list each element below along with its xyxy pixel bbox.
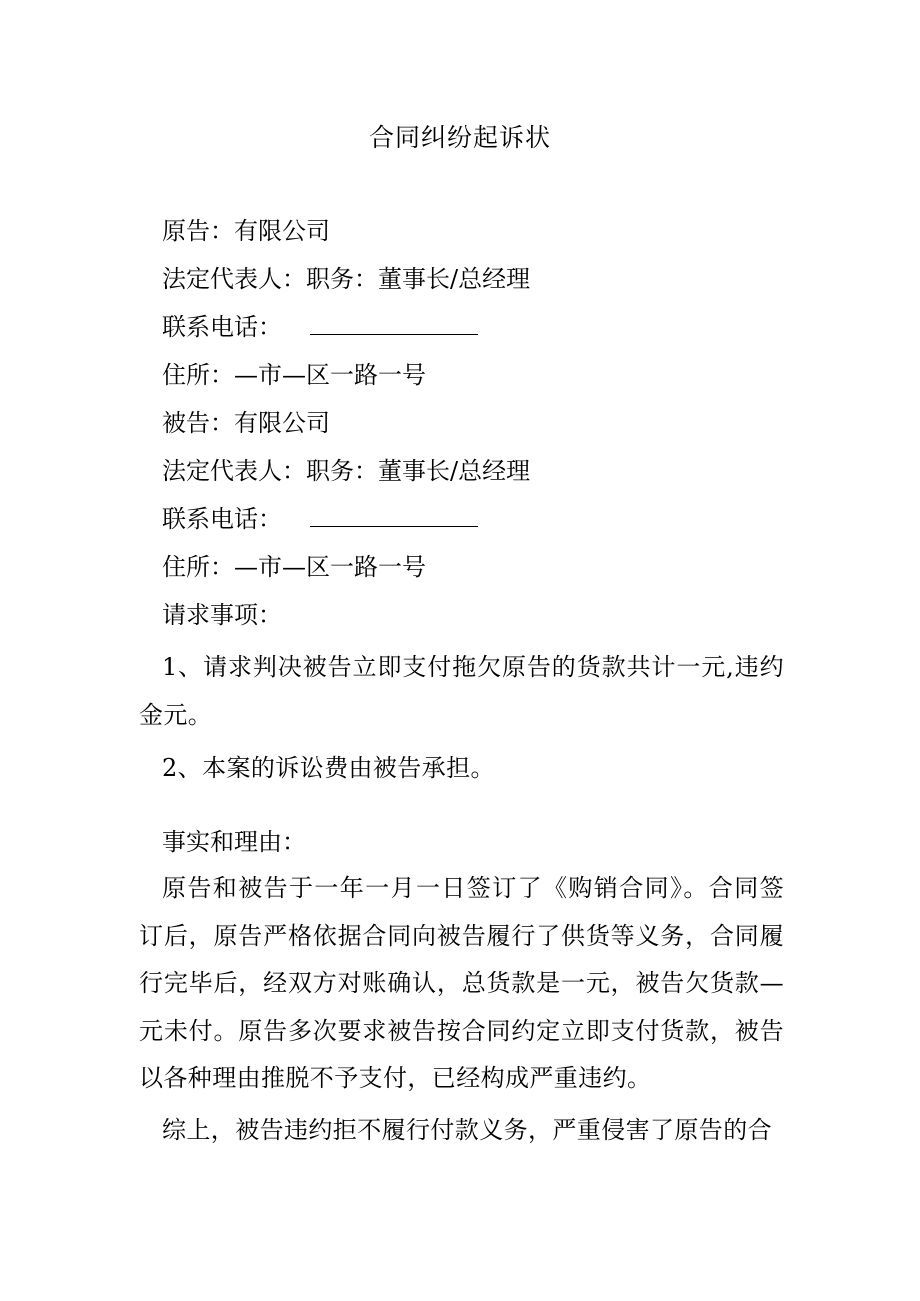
- plaintiff-phone-row: [162, 311, 478, 343]
- defendant-representative: 法定代表人：职务：董事长/总经理: [162, 457, 531, 485]
- plaintiff-phone-label: 联系电话：: [162, 313, 282, 341]
- defendant-phone-blank: [310, 504, 478, 527]
- facts-paragraph-1: 原告和被告于一年一月一日签订了《购销合同》。合同签订后，原告严格依据合同向被告履行了供货等义务，合同履行完毕后，经双方对账确认，总货款是一元，被告欠货款—元未付。原告多次要求被告按合同约定立即支付货款，被告以各种理由推脱不予支付，已经构成严重违约。: [139, 874, 784, 1092]
- plaintiff-name: 原告：有限公司: [162, 217, 330, 245]
- claim-item-2: 2、本案的诉讼费由被告承担。: [162, 754, 495, 782]
- plaintiff-representative: 法定代表人：职务：董事长/总经理: [162, 265, 531, 293]
- defendant-phone-row: [162, 503, 478, 535]
- claim-item-1: 1、请求判决被告立即支付拖欠原告的货款共计一元,违约金元。: [139, 653, 784, 729]
- facts-paragraph-2: 综上，被告违约拒不履行付款义务，严重侵害了原告的合: [162, 1116, 772, 1144]
- plaintiff-phone-blank: [310, 312, 478, 335]
- facts-heading: 事实和理由：: [162, 828, 306, 856]
- defendant-address: 住所：—市—区一路一号: [162, 553, 426, 581]
- claims-heading: 请求事项：: [162, 601, 282, 629]
- plaintiff-address: 住所：—市—区一路一号: [162, 361, 426, 389]
- document-title: 合同纠纷起诉状: [368, 123, 551, 152]
- defendant-phone-label: 联系电话：: [162, 505, 282, 533]
- defendant-name: 被告：有限公司: [162, 409, 330, 437]
